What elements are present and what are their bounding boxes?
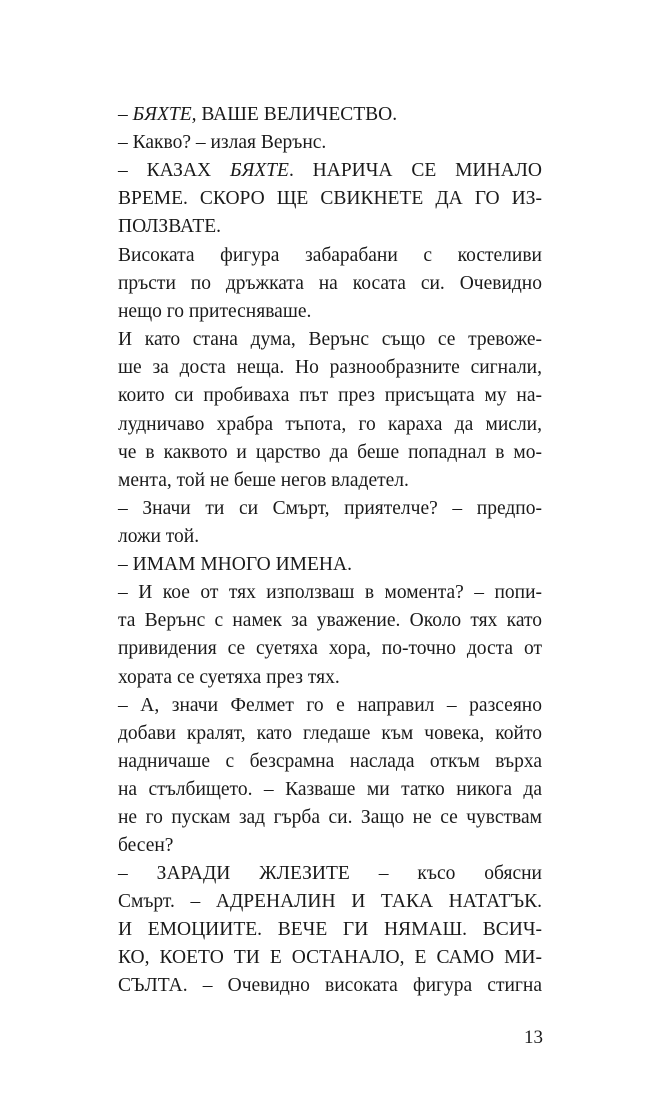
text-segment: – Какво? – излая Верънс.	[118, 132, 327, 153]
text-line	[118, 749, 542, 775]
text-line	[118, 608, 542, 634]
text-line	[118, 524, 542, 550]
text-segment: КО, КОЕТО ТИ Е ОСТАНАЛО, Е САМО МИ-	[118, 947, 542, 968]
page-number: 13	[524, 1027, 543, 1048]
text-segment: Високата фигура забарабани с костеливи	[118, 245, 542, 266]
text-line	[118, 552, 542, 578]
text-line	[118, 130, 542, 156]
text-segment: че в каквото и царство да беше попаднал в мо-	[118, 442, 542, 463]
text-segment: – А, значи Фелмет го е направил – разсеяно	[118, 695, 542, 716]
text-line	[118, 721, 542, 747]
text-segment: – ЗАРАДИ ЖЛЕЗИТЕ – късо обясни	[118, 863, 542, 884]
text-segment: лудничаво храбра тъпота, го караха да мисли,	[118, 414, 542, 435]
text-segment: И ЕМОЦИИТЕ. ВЕЧЕ ГИ НЯМАШ. ВСИЧ-	[118, 919, 542, 940]
text-line	[118, 636, 542, 662]
text-segment: Смърт. – АДРЕНАЛИН И ТАКА НАТАТЪК.	[118, 891, 542, 912]
text-line	[118, 693, 542, 719]
text-segment: та Верънс с намек за уважение. Около тях като	[118, 610, 542, 631]
text-line	[118, 973, 542, 999]
text-line	[118, 271, 542, 297]
text-segment: ВРЕМЕ. СКОРО ЩЕ СВИКНЕТЕ ДА ГО ИЗ-	[118, 188, 542, 209]
text-segment: – Значи ти си Смърт, приятелче? – предпо-	[118, 498, 542, 519]
text-segment: СЪЛТА. – Очевидно високата фигура стигна	[118, 975, 542, 996]
text-line	[118, 945, 542, 971]
emphasis-text: БЯХТЕ	[229, 160, 289, 181]
text-segment: нещо го притесняваше.	[118, 301, 312, 322]
text-segment: надничаше с безсрамна наслада откъм върха	[118, 751, 542, 772]
text-segment: ше за доста неща. Но разнообразните сигнали,	[118, 357, 542, 378]
emphasis-text: БЯХТЕ,	[132, 104, 197, 125]
text-line	[118, 214, 542, 240]
text-segment: привидения се суетяха хора, по-точно доста от	[118, 638, 542, 659]
text-segment: не го пускам зад гърба си. Защо не се чувствам	[118, 807, 542, 828]
text-segment: които си пробиваха път през присъщата му на-	[118, 385, 542, 406]
text-line	[118, 580, 542, 606]
text-line	[118, 665, 542, 691]
text-line	[118, 440, 542, 466]
text-line	[118, 299, 542, 325]
text-segment: бесен?	[118, 835, 174, 856]
text-segment: – И кое от тях използваш в момента? – попи-	[118, 582, 542, 603]
text-segment: ВАШЕ ВЕЛИЧЕСТВО.	[196, 104, 398, 125]
text-line	[118, 777, 542, 803]
text-segment: – КАЗАХ	[118, 160, 230, 181]
text-segment: на стълбището. – Казваше ми татко никога да	[118, 779, 542, 800]
text-line	[118, 861, 542, 887]
text-line	[118, 496, 542, 522]
text-line	[118, 917, 542, 943]
text-line	[118, 158, 542, 184]
text-line	[118, 383, 542, 409]
text-line	[118, 468, 542, 494]
text-line	[118, 327, 542, 353]
text-segment: добави кралят, като гледаше към човека, който	[118, 723, 542, 744]
text-segment: . НАРИЧА СЕ МИНАЛО	[288, 160, 542, 181]
text-segment: ПОЛЗВАТЕ.	[118, 216, 222, 237]
text-line	[118, 412, 542, 438]
text-line	[118, 889, 542, 915]
text-segment: И като стана дума, Верънс също се тревоже-	[118, 329, 542, 350]
text-line	[118, 355, 542, 381]
text-line	[118, 805, 542, 831]
text-line	[118, 833, 542, 859]
text-segment: мента, той не беше негов владетел.	[118, 470, 409, 491]
text-line	[118, 243, 542, 269]
text-line	[118, 186, 542, 212]
text-segment: пръсти по дръжката на косата си. Очевидно	[118, 273, 542, 294]
text-segment: ложи той.	[118, 526, 200, 547]
text-segment: – ИМАМ МНОГО ИМЕНА.	[118, 554, 352, 575]
text-line	[118, 102, 542, 128]
text-segment: хората се суетяха през тях.	[118, 667, 340, 688]
text-segment: –	[118, 104, 133, 125]
